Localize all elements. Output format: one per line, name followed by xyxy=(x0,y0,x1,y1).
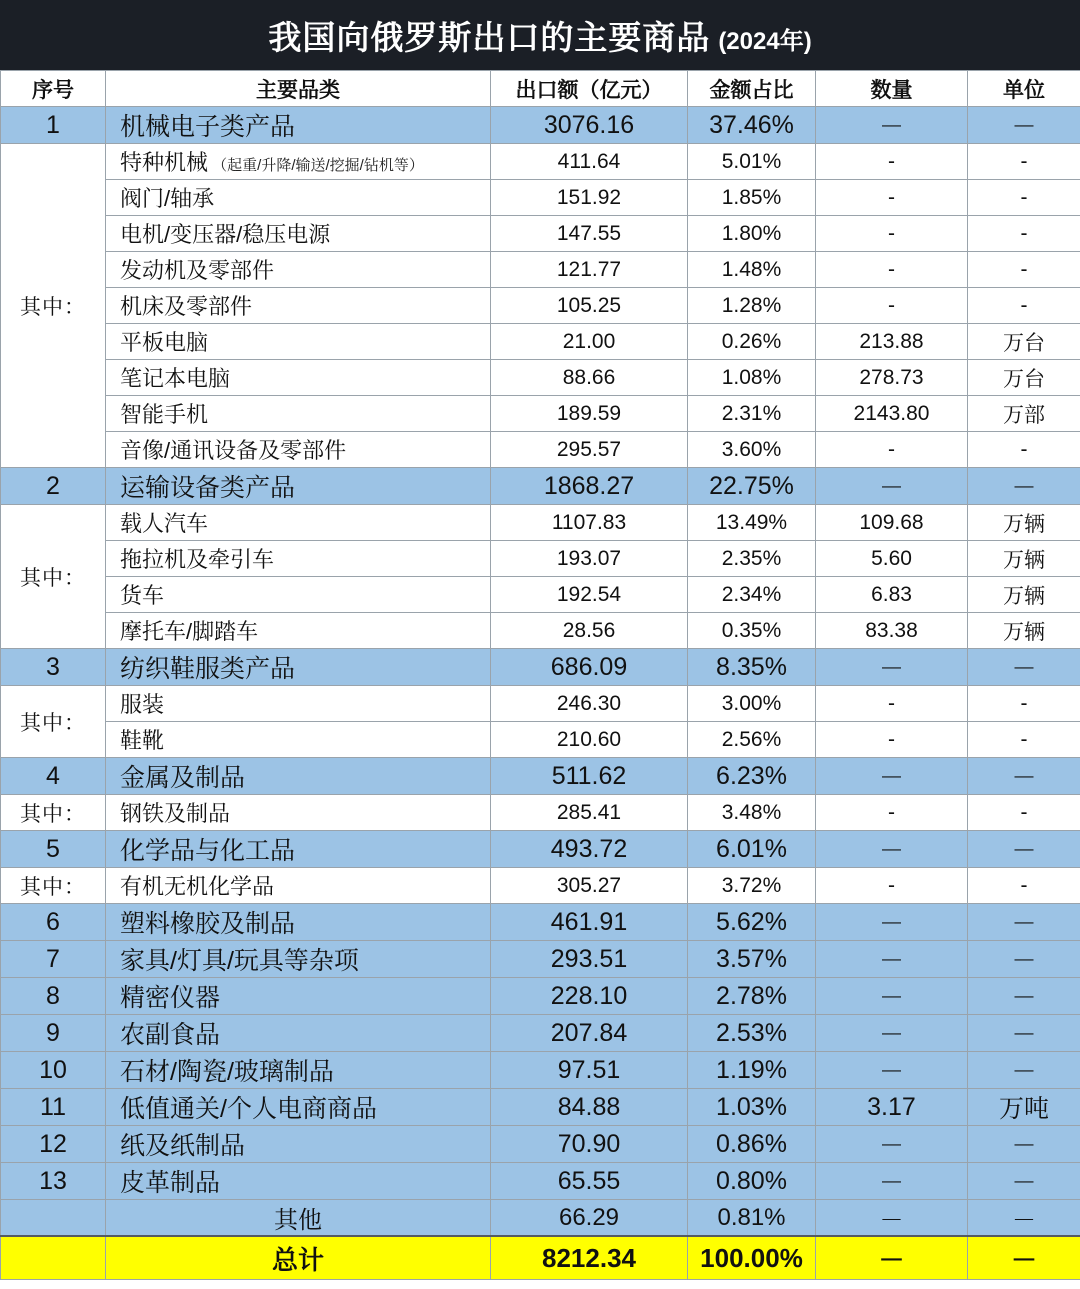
row-unit: － xyxy=(968,1200,1080,1237)
row-category-name: 精密仪器 xyxy=(106,978,491,1015)
row-share: 3.00% xyxy=(688,686,816,722)
row-quantity: － xyxy=(816,1163,968,1200)
table-total-row xyxy=(1,1236,1080,1280)
row-category-name: 摩托车/脚踏车 xyxy=(106,613,491,649)
row-category-note: （起重/升降/输送/挖掘/钻机等） xyxy=(208,157,424,174)
row-quantity: － xyxy=(816,468,968,505)
column-header-category: 主要品类 xyxy=(106,71,491,107)
table-row xyxy=(1,468,1080,505)
row-number: 2 xyxy=(1,468,106,505)
page-title: 我国向俄罗斯出口的主要商品 xyxy=(268,18,711,56)
row-number: 6 xyxy=(1,904,106,941)
row-category-name: 低值通关/个人电商商品 xyxy=(106,1089,491,1126)
row-unit: － xyxy=(968,649,1080,686)
row-category-name: 有机无机化学品 xyxy=(106,868,491,904)
row-number: 8 xyxy=(1,978,106,1015)
row-unit: - xyxy=(968,722,1080,758)
row-unit: － xyxy=(968,468,1080,505)
table-row xyxy=(1,758,1080,795)
row-quantity: - xyxy=(816,216,968,252)
row-unit: 万辆 xyxy=(968,577,1080,613)
table-row xyxy=(1,649,1080,686)
row-export-value: 493.72 xyxy=(491,831,688,868)
row-share: 2.31% xyxy=(688,396,816,432)
table-row xyxy=(1,1052,1080,1089)
row-quantity: - xyxy=(816,252,968,288)
table-row xyxy=(1,144,1080,180)
row-category-name: 运输设备类产品 xyxy=(106,468,491,505)
row-share: 3.48% xyxy=(688,795,816,831)
table-row xyxy=(1,505,1080,541)
table-body xyxy=(1,107,1080,1280)
row-unit: - xyxy=(968,252,1080,288)
export-goods-table xyxy=(0,70,1080,1280)
row-export-value: 228.10 xyxy=(491,978,688,1015)
row-unit: － xyxy=(968,1052,1080,1089)
row-category-name: 纺织鞋服类产品 xyxy=(106,649,491,686)
table-row xyxy=(1,1089,1080,1126)
row-unit: - xyxy=(968,686,1080,722)
row-share: 2.35% xyxy=(688,541,816,577)
row-share: 5.62% xyxy=(688,904,816,941)
row-quantity: - xyxy=(816,180,968,216)
row-quantity: － xyxy=(816,1052,968,1089)
row-category-name: 拖拉机及牵引车 xyxy=(106,541,491,577)
row-quantity: 109.68 xyxy=(816,505,968,541)
row-unit: - xyxy=(968,795,1080,831)
page-title-year: (2024年) xyxy=(718,27,812,55)
table-row xyxy=(1,107,1080,144)
row-category-name: 音像/通讯设备及零部件 xyxy=(106,432,491,468)
row-share: 3.57% xyxy=(688,941,816,978)
table-row xyxy=(1,1163,1080,1200)
row-category-name: 石材/陶瓷/玻璃制品 xyxy=(106,1052,491,1089)
row-share: 2.53% xyxy=(688,1015,816,1052)
row-export-value: 293.51 xyxy=(491,941,688,978)
row-category-name: 总计 xyxy=(106,1236,491,1280)
row-share: 0.80% xyxy=(688,1163,816,1200)
row-export-value: 511.62 xyxy=(491,758,688,795)
row-category-name: 农副食品 xyxy=(106,1015,491,1052)
column-header-quantity: 数量 xyxy=(816,71,968,107)
row-unit: - xyxy=(968,144,1080,180)
table-row xyxy=(1,324,1080,360)
row-share: 2.34% xyxy=(688,577,816,613)
row-number: 7 xyxy=(1,941,106,978)
row-number: 9 xyxy=(1,1015,106,1052)
row-export-value: 686.09 xyxy=(491,649,688,686)
row-unit: － xyxy=(968,904,1080,941)
row-unit: 万台 xyxy=(968,360,1080,396)
row-quantity: － xyxy=(816,649,968,686)
table-row xyxy=(1,941,1080,978)
row-quantity: 3.17 xyxy=(816,1089,968,1126)
row-number: 11 xyxy=(1,1089,106,1126)
table-row xyxy=(1,686,1080,722)
row-category-name: 电机/变压器/稳压电源 xyxy=(106,216,491,252)
row-export-value: 305.27 xyxy=(491,868,688,904)
row-quantity: - xyxy=(816,868,968,904)
row-category-name: 货车 xyxy=(106,577,491,613)
row-category-name: 特种机械 （起重/升降/输送/挖掘/钻机等） xyxy=(106,144,491,180)
row-unit: 万辆 xyxy=(968,613,1080,649)
table-row xyxy=(1,541,1080,577)
row-share: 0.81% xyxy=(688,1200,816,1237)
row-number xyxy=(1,1200,106,1237)
row-category-name: 金属及制品 xyxy=(106,758,491,795)
row-quantity: － xyxy=(816,107,968,144)
table-row xyxy=(1,180,1080,216)
row-category-name: 阀门/轴承 xyxy=(106,180,491,216)
row-group-label: 其中： xyxy=(1,505,106,649)
table-row xyxy=(1,1126,1080,1163)
row-share: 1.19% xyxy=(688,1052,816,1089)
row-export-value: 70.90 xyxy=(491,1126,688,1163)
table-row xyxy=(1,904,1080,941)
row-share: 13.49% xyxy=(688,505,816,541)
row-quantity: － xyxy=(816,978,968,1015)
table-row xyxy=(1,252,1080,288)
row-quantity: 2143.80 xyxy=(816,396,968,432)
row-share: 1.80% xyxy=(688,216,816,252)
table-header-row xyxy=(1,71,1080,107)
table-row xyxy=(1,613,1080,649)
row-category-name: 发动机及零部件 xyxy=(106,252,491,288)
row-export-value: 121.77 xyxy=(491,252,688,288)
row-export-value: 461.91 xyxy=(491,904,688,941)
row-category-name: 其他 xyxy=(106,1200,491,1237)
row-unit: － xyxy=(968,831,1080,868)
row-quantity: 5.60 xyxy=(816,541,968,577)
row-export-value: 193.07 xyxy=(491,541,688,577)
table-row xyxy=(1,1015,1080,1052)
row-export-value: 97.51 xyxy=(491,1052,688,1089)
row-category-name: 钢铁及制品 xyxy=(106,795,491,831)
row-category-name: 机械电子类产品 xyxy=(106,107,491,144)
row-export-value: 66.29 xyxy=(491,1200,688,1237)
row-share: 100.00% xyxy=(688,1236,816,1280)
row-unit: 万部 xyxy=(968,396,1080,432)
row-category-name: 鞋靴 xyxy=(106,722,491,758)
row-unit: - xyxy=(968,868,1080,904)
row-unit: － xyxy=(968,978,1080,1015)
row-share: 1.85% xyxy=(688,180,816,216)
title-bar xyxy=(0,0,1080,70)
row-number: 1 xyxy=(1,107,106,144)
table-row xyxy=(1,795,1080,831)
row-share: 6.01% xyxy=(688,831,816,868)
row-export-value: 105.25 xyxy=(491,288,688,324)
row-category-name: 家具/灯具/玩具等杂项 xyxy=(106,941,491,978)
row-quantity: - xyxy=(816,722,968,758)
row-category-name: 服装 xyxy=(106,686,491,722)
row-category-name: 塑料橡胶及制品 xyxy=(106,904,491,941)
row-quantity: - xyxy=(816,144,968,180)
row-quantity: － xyxy=(816,831,968,868)
row-share: 2.56% xyxy=(688,722,816,758)
row-export-value: 285.41 xyxy=(491,795,688,831)
row-share: 3.72% xyxy=(688,868,816,904)
row-quantity: - xyxy=(816,288,968,324)
row-export-value: 28.56 xyxy=(491,613,688,649)
row-number xyxy=(1,1236,106,1280)
row-share: 0.26% xyxy=(688,324,816,360)
row-export-value: 1107.83 xyxy=(491,505,688,541)
row-category-name: 化学品与化工品 xyxy=(106,831,491,868)
row-quantity: 83.38 xyxy=(816,613,968,649)
column-header-share: 金额占比 xyxy=(688,71,816,107)
table-row xyxy=(1,216,1080,252)
row-quantity: － xyxy=(816,941,968,978)
row-category-name: 笔记本电脑 xyxy=(106,360,491,396)
row-share: 2.78% xyxy=(688,978,816,1015)
row-unit: 万吨 xyxy=(968,1089,1080,1126)
row-unit: - xyxy=(968,216,1080,252)
row-quantity: - xyxy=(816,686,968,722)
table-row xyxy=(1,432,1080,468)
row-quantity: 6.83 xyxy=(816,577,968,613)
row-share: 1.28% xyxy=(688,288,816,324)
row-export-value: 88.66 xyxy=(491,360,688,396)
row-share: 1.48% xyxy=(688,252,816,288)
row-number: 13 xyxy=(1,1163,106,1200)
row-quantity: - xyxy=(816,795,968,831)
row-unit: 万辆 xyxy=(968,505,1080,541)
row-share: 8.35% xyxy=(688,649,816,686)
row-unit: － xyxy=(968,1236,1080,1280)
row-export-value: 192.54 xyxy=(491,577,688,613)
row-unit: - xyxy=(968,180,1080,216)
column-header-export-value: 出口额（亿元） xyxy=(491,71,688,107)
row-export-value: 295.57 xyxy=(491,432,688,468)
row-unit: - xyxy=(968,432,1080,468)
row-unit: － xyxy=(968,1126,1080,1163)
table-row xyxy=(1,396,1080,432)
table-row xyxy=(1,1200,1080,1237)
row-export-value: 21.00 xyxy=(491,324,688,360)
row-unit: 万辆 xyxy=(968,541,1080,577)
row-number: 12 xyxy=(1,1126,106,1163)
table-row xyxy=(1,577,1080,613)
row-export-value: 411.64 xyxy=(491,144,688,180)
row-category-name: 载人汽车 xyxy=(106,505,491,541)
row-number: 3 xyxy=(1,649,106,686)
row-quantity: － xyxy=(816,758,968,795)
table-row xyxy=(1,288,1080,324)
row-quantity: 278.73 xyxy=(816,360,968,396)
table-row xyxy=(1,831,1080,868)
row-number: 5 xyxy=(1,831,106,868)
row-export-value: 84.88 xyxy=(491,1089,688,1126)
row-quantity: 213.88 xyxy=(816,324,968,360)
row-export-value: 151.92 xyxy=(491,180,688,216)
row-quantity: - xyxy=(816,432,968,468)
row-unit: － xyxy=(968,1163,1080,1200)
row-share: 0.86% xyxy=(688,1126,816,1163)
row-unit: － xyxy=(968,1015,1080,1052)
row-share: 22.75% xyxy=(688,468,816,505)
row-share: 37.46% xyxy=(688,107,816,144)
table-header xyxy=(1,71,1080,107)
row-quantity: － xyxy=(816,1236,968,1280)
table-row xyxy=(1,360,1080,396)
row-number: 10 xyxy=(1,1052,106,1089)
row-category-name: 皮革制品 xyxy=(106,1163,491,1200)
row-category-name: 平板电脑 xyxy=(106,324,491,360)
row-export-value: 1868.27 xyxy=(491,468,688,505)
row-unit: - xyxy=(968,288,1080,324)
table-row xyxy=(1,978,1080,1015)
row-unit: 万台 xyxy=(968,324,1080,360)
row-quantity: － xyxy=(816,1015,968,1052)
row-unit: － xyxy=(968,941,1080,978)
table-row xyxy=(1,868,1080,904)
row-quantity: － xyxy=(816,904,968,941)
row-group-label: 其中： xyxy=(1,144,106,468)
row-unit: － xyxy=(968,758,1080,795)
column-header-no: 序号 xyxy=(1,71,106,107)
row-category-name: 纸及纸制品 xyxy=(106,1126,491,1163)
row-quantity: － xyxy=(816,1200,968,1237)
row-export-value: 207.84 xyxy=(491,1015,688,1052)
row-share: 1.03% xyxy=(688,1089,816,1126)
row-share: 5.01% xyxy=(688,144,816,180)
row-unit: － xyxy=(968,107,1080,144)
row-share: 0.35% xyxy=(688,613,816,649)
row-export-value: 147.55 xyxy=(491,216,688,252)
row-quantity: － xyxy=(816,1126,968,1163)
row-export-value: 246.30 xyxy=(491,686,688,722)
row-number: 4 xyxy=(1,758,106,795)
column-header-unit: 单位 xyxy=(968,71,1080,107)
row-group-label: 其中： xyxy=(1,868,106,904)
row-share: 3.60% xyxy=(688,432,816,468)
row-group-label: 其中： xyxy=(1,795,106,831)
row-group-label: 其中： xyxy=(1,686,106,758)
row-export-value: 8212.34 xyxy=(491,1236,688,1280)
row-category-name: 智能手机 xyxy=(106,396,491,432)
row-export-value: 3076.16 xyxy=(491,107,688,144)
row-export-value: 65.55 xyxy=(491,1163,688,1200)
table-row xyxy=(1,722,1080,758)
row-share: 1.08% xyxy=(688,360,816,396)
row-export-value: 189.59 xyxy=(491,396,688,432)
row-category-name: 机床及零部件 xyxy=(106,288,491,324)
row-export-value: 210.60 xyxy=(491,722,688,758)
row-share: 6.23% xyxy=(688,758,816,795)
